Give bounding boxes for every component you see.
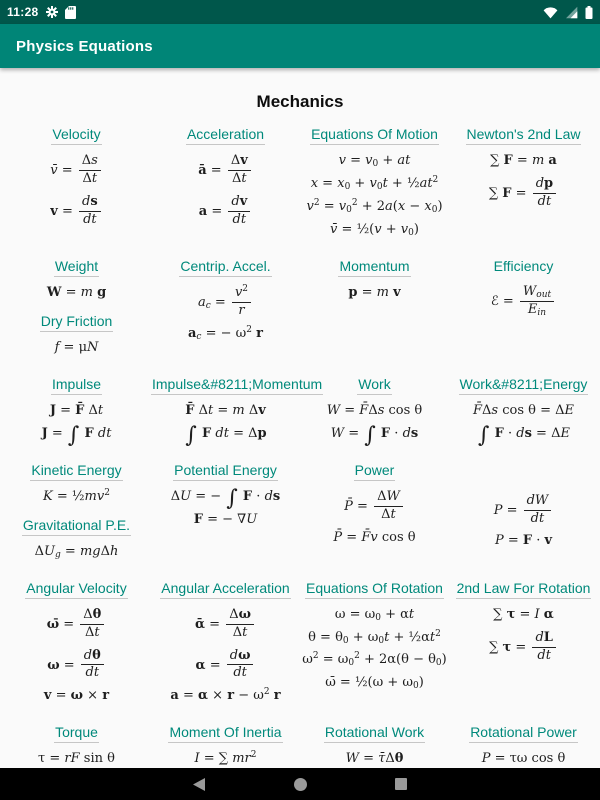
- formula: f = μN: [54, 339, 99, 355]
- card-title-2nd-law-for-rotation[interactable]: 2nd Law For Rotation: [456, 580, 592, 599]
- recents-icon[interactable]: [394, 777, 408, 791]
- formula: a = $\frac{dv}{dt}$: [151, 194, 300, 229]
- formula: $\omega = \omega_0 + \alpha t$: [334, 606, 415, 623]
- formula-card-power: [300, 462, 449, 553]
- card-title-potential-energy[interactable]: Potential Energy: [173, 462, 278, 481]
- grid-row: [2, 258, 598, 363]
- formula-card-equations-of-motion: [300, 126, 449, 245]
- formula: $a_c$ = − $\omega^2$ r: [187, 324, 263, 342]
- grid-row: [2, 376, 598, 449]
- card-title-impulse[interactable]: Impulse: [51, 376, 102, 395]
- formula: ā = $\frac{\Delta v}{\Delta t}$: [151, 153, 300, 188]
- android-nav-bar: [0, 768, 600, 800]
- card-title-centrip-accel[interactable]: Centrip. Accel.: [179, 258, 271, 277]
- card-title-momentum[interactable]: Momentum: [338, 258, 410, 277]
- formula: P = $\frac{dW}{dt}$: [449, 493, 598, 528]
- formula: τ = rF sin θ: [38, 751, 115, 767]
- formula: v = $\frac{ds}{dt}$: [2, 194, 151, 229]
- formula: v̄ = ½(v + $v_0$): [330, 221, 419, 238]
- home-icon[interactable]: [293, 777, 307, 791]
- formula: W = τ̄Δθ: [345, 751, 404, 767]
- formula: ∫ F · ds = ΔE: [478, 422, 570, 448]
- card-title-moment-of-inertia[interactable]: Moment Of Inertia: [168, 724, 282, 743]
- card-title-kinetic-energy[interactable]: Kinetic Energy: [30, 462, 122, 481]
- back-icon[interactable]: [192, 777, 206, 791]
- formula-card-angular-acceleration: [151, 580, 300, 712]
- card-title-rotational-work[interactable]: Rotational Work: [324, 724, 425, 743]
- formula: ᾱ = $\frac{\Delta\omega}{\Delta t}$: [151, 607, 300, 642]
- formula: $x = x_0 + v_0t$ + $\frac{1}{2}at^2$: [310, 174, 439, 192]
- content-area[interactable]: [0, 92, 600, 792]
- formula: $a_c$ = $\frac{v^2}{r}$: [151, 285, 300, 320]
- equation-grid: [0, 126, 600, 797]
- formula-card-work: [300, 376, 449, 449]
- formula: P̄ = F̄v cos θ: [333, 529, 416, 545]
- grid-row: [2, 462, 598, 567]
- formula: W = m g: [46, 284, 107, 300]
- formula-card-velocity: [2, 126, 151, 235]
- formula: F̄ Δt = m Δv: [185, 402, 266, 418]
- status-bar: [0, 0, 600, 24]
- card-title-work[interactable]: Work: [357, 376, 391, 395]
- formula: ∑ τ = $\frac{dL}{dt}$: [449, 630, 598, 665]
- wifi-icon: [543, 6, 558, 19]
- formula: $\theta = \theta_0 + \omega_0t$ + $\frac{1}{2}\alpha t^2$: [308, 628, 441, 646]
- formula-card-impulse-8211-momentum: [151, 375, 323, 449]
- formula: $v^2 = v_0^2 + 2a(x - x_0)$: [306, 197, 443, 215]
- section-title: Mechanics: [256, 92, 344, 111]
- formula: F = − ∇U: [193, 511, 258, 527]
- formula: v = ω × r: [43, 688, 110, 704]
- formula: $\omega^2 = \omega_0^2 + 2\alpha(\theta - \theta_0)$: [302, 651, 447, 669]
- formula: W = F̄Δs cos θ: [326, 402, 423, 418]
- formula-card-centrip-accel: [151, 258, 300, 349]
- formula: ∫ F dt = Δp: [185, 422, 267, 448]
- card-title-equations-of-rotation[interactable]: Equations Of Rotation: [305, 580, 444, 599]
- grid-row: [2, 580, 598, 712]
- card-title-torque[interactable]: Torque: [54, 724, 99, 743]
- card-title-weight[interactable]: Weight: [54, 258, 99, 277]
- card-title-impulse-8211-momentum[interactable]: Impulse&#8211;Momentum: [151, 376, 323, 395]
- formula: $v = v_0$ + at: [338, 153, 411, 170]
- status-time: 11:28: [7, 5, 39, 19]
- formula: ∑ F = $\frac{dp}{dt}$: [449, 176, 598, 211]
- formula-card-acceleration: [151, 126, 300, 235]
- formula: ω̄ = $\frac{\Delta\theta}{\Delta t}$: [2, 607, 151, 642]
- formula-card-equations-of-rotation: [300, 580, 449, 699]
- card-title-power[interactable]: Power: [354, 462, 396, 481]
- battery-icon: [585, 6, 593, 19]
- card-title-velocity[interactable]: Velocity: [51, 126, 101, 145]
- formula-card: [449, 462, 598, 557]
- formula: ∑ τ = I α: [493, 606, 554, 622]
- formula-card-angular-velocity: [2, 580, 151, 712]
- grid-row: [2, 126, 598, 245]
- formula: ω = $\frac{d\theta}{dt}$: [2, 648, 151, 683]
- formula: J = ∫ F dt: [41, 422, 112, 448]
- cell-signal-icon: [565, 6, 578, 19]
- settings-icon: [46, 6, 58, 18]
- card-title-rotational-power[interactable]: Rotational Power: [469, 724, 578, 743]
- formula-card-weight: [2, 258, 151, 363]
- card-title-equations-of-motion[interactable]: Equations Of Motion: [310, 126, 439, 145]
- formula: P = τω cos θ: [481, 751, 566, 767]
- app-bar: [0, 24, 600, 68]
- card-title-angular-acceleration[interactable]: Angular Acceleration: [160, 580, 290, 599]
- formula-card-impulse: [2, 376, 151, 449]
- formula: ℰ = $W_{out}$ $E_{in}$: [449, 284, 598, 319]
- formula: P̄ = $\frac{\Delta W}{\Delta t}$: [300, 489, 449, 524]
- card-title-work-8211-energy[interactable]: Work&#8211;Energy: [459, 376, 589, 395]
- card-title-acceleration[interactable]: Acceleration: [186, 126, 265, 145]
- card-title-newton-s-2nd-law[interactable]: Newton's 2nd Law: [466, 126, 582, 145]
- formula: W = ∫ F · ds: [330, 422, 419, 448]
- formula: ω̄ = ½(ω + $\omega_0$): [325, 675, 424, 692]
- formula: F̄Δs cos θ = ΔE: [472, 402, 574, 418]
- formula-card-work-8211-energy: [449, 376, 598, 449]
- formula: $K = \frac{1}{2}mv^2$: [43, 487, 110, 504]
- sd-card-icon: [65, 6, 76, 19]
- page-title: Physics Equations: [16, 37, 153, 55]
- card-title-efficiency[interactable]: Efficiency: [493, 257, 554, 274]
- formula-card-efficiency: [449, 258, 598, 325]
- formula: $\Delta U_g = mg\Delta h$: [34, 543, 119, 560]
- formula-card-newton-s-2nd-law: [449, 126, 598, 217]
- formula: J = F̄ Δt: [49, 402, 104, 418]
- formula-card-kinetic-energy: [2, 462, 151, 567]
- formula-card-2nd-law-for-rotation: [449, 580, 598, 671]
- formula-card-potential-energy: [151, 462, 300, 535]
- card-title-angular-velocity[interactable]: Angular Velocity: [25, 580, 127, 599]
- formula: α = $\frac{d\omega}{dt}$: [151, 648, 300, 683]
- formula-card-momentum: [300, 258, 449, 308]
- formula: P = F · v: [494, 533, 553, 549]
- formula: ∑ F = m a: [490, 153, 557, 169]
- formula: I = ∑ $mr^2$: [194, 750, 257, 767]
- formula: v̄ = $\frac{\Delta s}{\Delta t}$: [2, 153, 151, 188]
- card-title-dry-friction[interactable]: Dry Friction: [40, 313, 114, 332]
- formula: p = m v: [348, 284, 401, 300]
- formula: ΔU = − ∫ F · ds: [170, 485, 281, 511]
- formula: $a = \alpha \times r - \omega^2$ r: [170, 687, 281, 704]
- card-title-gravitational-p-e[interactable]: Gravitational P.E.: [22, 517, 131, 536]
